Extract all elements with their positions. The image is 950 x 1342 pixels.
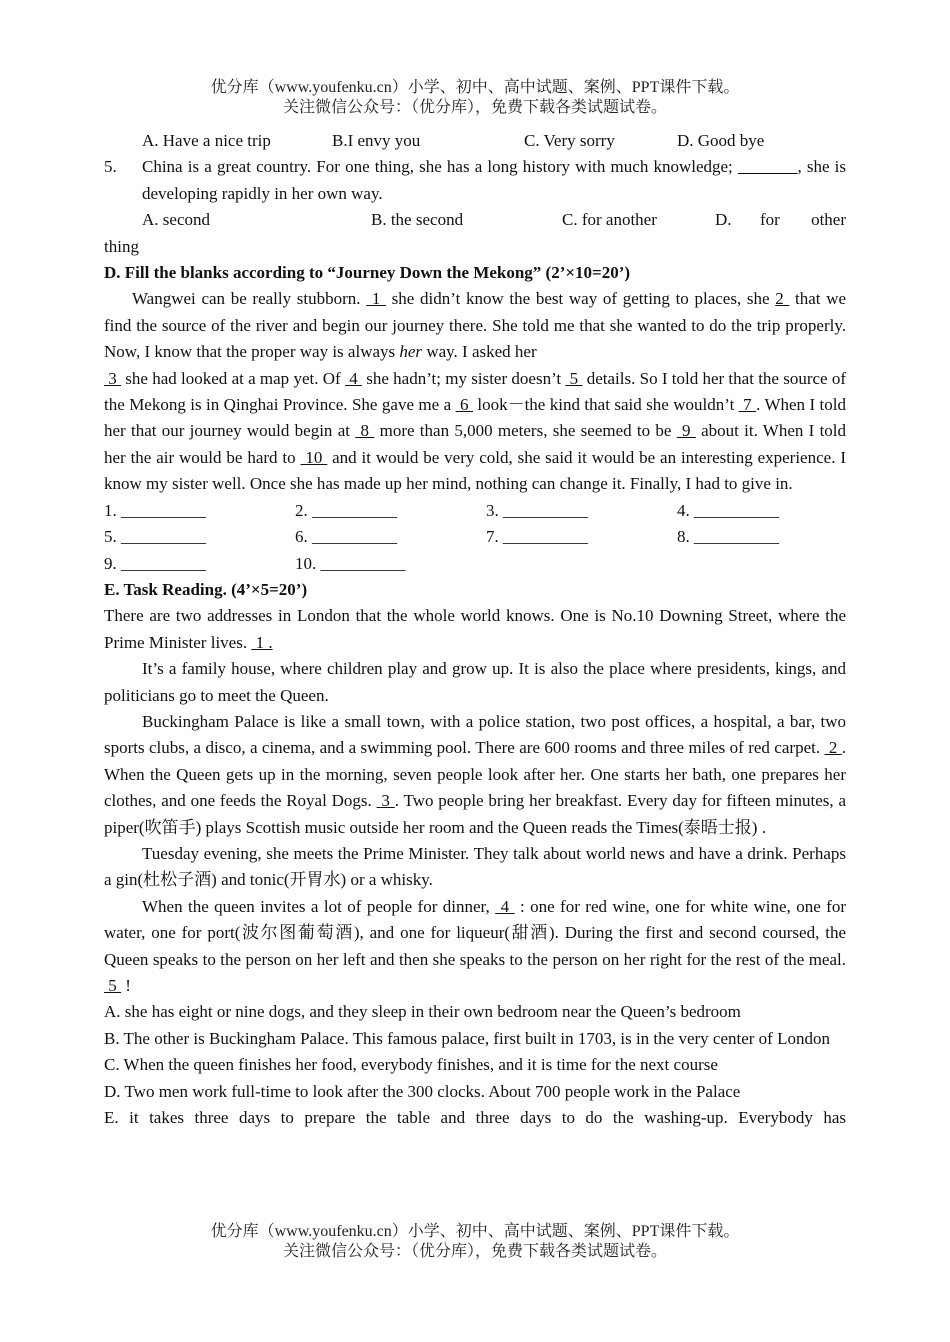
q5-option-b: B. the second bbox=[371, 210, 464, 230]
question-text-end: , she is developing rapidly in her own way. bbox=[142, 157, 847, 203]
blank-6: 6 bbox=[455, 395, 473, 415]
option-b: B. The other is Buckingham Palace. This famous palace, first built in 1703, is in the very center of London bbox=[104, 1028, 830, 1048]
question-5 bbox=[104, 154, 846, 207]
q5-options bbox=[104, 207, 846, 233]
answer-line: 1. __________ bbox=[104, 500, 206, 520]
section-e-title: E. Task Reading. (4’×5=20’) bbox=[104, 579, 308, 599]
answer-line: 9. __________ bbox=[104, 553, 206, 573]
blank-2: 2 bbox=[775, 289, 790, 309]
blank-9: 9 bbox=[676, 421, 696, 441]
answer-lines-row-3 bbox=[104, 551, 846, 577]
option-e: E. it takes three days to prepare the table and three days to do the washing-up. Everybody has bbox=[104, 1108, 846, 1128]
q5-option-d-word2: other bbox=[811, 210, 846, 230]
answer-line: 10. __________ bbox=[295, 553, 406, 573]
answer-line: 8. __________ bbox=[677, 527, 779, 547]
section-d-title: D. Fill the blanks according to “Journey Down the Mekong” (2’×10=20’) bbox=[104, 263, 631, 283]
option-c: C. When the queen finishes her food, everybody finishes, and it is time for the next course bbox=[104, 1055, 718, 1075]
question-text: China is a great country. For one thing, she has a long history with much knowledge; bbox=[142, 157, 733, 177]
q5-option-d-word1: for bbox=[760, 210, 780, 230]
answer-line: 4. __________ bbox=[677, 500, 779, 520]
blank-8: 8 bbox=[355, 421, 375, 441]
answer-lines-row-1 bbox=[104, 498, 846, 524]
answer-line: 6. __________ bbox=[295, 527, 397, 547]
blank-4: 4 bbox=[344, 368, 362, 388]
header-line-2: 关注微信公众号：（优分库），免费下载各类试题试卷。 bbox=[282, 99, 667, 116]
blank-4: 4 bbox=[495, 896, 515, 916]
blank-5: 5 bbox=[565, 368, 583, 388]
q4-options bbox=[104, 128, 846, 154]
blank-3: 3 bbox=[376, 791, 395, 811]
blank-5: 5 bbox=[104, 976, 121, 995]
document-body bbox=[104, 128, 846, 1131]
q4-option-d: D. Good bye bbox=[677, 131, 765, 150]
blank-7: 7 bbox=[738, 395, 757, 415]
option-a: A. she has eight or nine dogs, and they sleep in their own bedroom near the Queen’s bedroom bbox=[104, 1002, 741, 1022]
section-d-passage: Wangwei can be really stubborn. 1 she didn’t know the best way of getting to places, she 2 that we find the source of the river and begin our journey there. She told me that she wanted to do the trip properly. Now, I know that the proper way is always her way. I asked her 3 she had looked at a map yet. Of 4 she hadn’t; my sister doesn’t 5 details. So I told her that the source of the Mekong is in Qinghai Province. She gave me a 6 look－the kind that said she wouldn’t 7 . When I told her that our journey would begin at 8 more than 5,000 meters, she seemed to be 9 about it. When I told her the air would be hard to 10 and it would be very cold, she said it would be an interesting experience. I know my sister well. Once she has made up her mind, nothing can change it. Finally, I had to give in. bbox=[104, 289, 847, 494]
footer-line-2: 关注微信公众号：（优分库），免费下载各类试题试卷。 bbox=[282, 1243, 667, 1260]
blank-2: 2 bbox=[824, 738, 842, 758]
q4-option-a: A. Have a nice trip bbox=[142, 131, 271, 150]
header-line-1: 优分库（www.youfenku.cn）小学、初中、高中试题、案例、PPT课件下载。 bbox=[210, 79, 740, 96]
answer-line: 7. __________ bbox=[486, 527, 588, 547]
footer-line-1: 优分库（www.youfenku.cn）小学、初中、高中试题、案例、PPT课件下载。 bbox=[210, 1223, 740, 1240]
q5-option-c: C. for another bbox=[562, 210, 657, 230]
blank-1: 1 . bbox=[251, 632, 273, 652]
answer-lines-row-2 bbox=[104, 524, 846, 550]
option-d: D. Two men work full-time to look after the 300 clocks. About 700 people work in the Palace bbox=[104, 1081, 741, 1101]
question-number: 5. bbox=[104, 157, 117, 177]
section-e-paragraph-2: It’s a family house, where children play and grow up. It is also the place where presidents, kings, and politicians go to meet the Queen. bbox=[104, 659, 846, 705]
answer-line: 5. __________ bbox=[104, 527, 206, 547]
q5-option-d-word3: thing bbox=[104, 236, 139, 256]
q5-option-d-letter: D. bbox=[715, 210, 732, 230]
blank-1: 1 bbox=[366, 289, 387, 309]
section-e-paragraph-5: When the queen invites a lot of people for dinner, 4 : one for red wine, one for white wine, one for water, one for port(波尔图葡萄酒), and one for liqueur(甜酒). During the first and second coursed, the Queen speaks to the person on her left and then she speaks to the person on her right for the rest of the meal. 5 ! bbox=[104, 896, 846, 995]
page-footer bbox=[0, 1222, 950, 1262]
blank-3: 3 bbox=[104, 368, 122, 388]
page-header bbox=[0, 78, 950, 118]
answer-line: 3. __________ bbox=[486, 500, 588, 520]
q4-option-c: C. Very sorry bbox=[524, 131, 615, 150]
section-e-paragraph-4: Tuesday evening, she meets the Prime Minister. They talk about world news and have a drink. Perhaps a gin(杜松子酒) and tonic(开胃水) or a whisky. bbox=[104, 843, 846, 890]
answer-blank: _______ bbox=[737, 157, 798, 177]
section-e-paragraph-3: Buckingham Palace is like a small town, with a police station, two post offices, a hospital, a bar, two sports clubs, a disco, a cinema, and a swimming pool. There are 600 rooms and three miles of red carpet. 2 . When the Queen gets up in the morning, seven people look after her. One starts her bath, one prepares her clothes, and one feeds the Royal Dogs. 3 . Two people bring her breakfast. Every day for fifteen minutes, a piper(吹笛手) plays Scottish music outside her room and the Queen reads the Times(泰晤士报) . bbox=[104, 711, 847, 837]
answer-line: 2. __________ bbox=[295, 500, 397, 520]
q4-option-b: B.I envy you bbox=[332, 131, 421, 150]
blank-10: 10 bbox=[300, 447, 328, 467]
q5-option-a: A. second bbox=[142, 210, 210, 230]
section-e-paragraph-1: There are two addresses in London that the whole world knows. One is No.10 Downing Street, where the Prime Minister lives. 1 . bbox=[104, 606, 846, 652]
